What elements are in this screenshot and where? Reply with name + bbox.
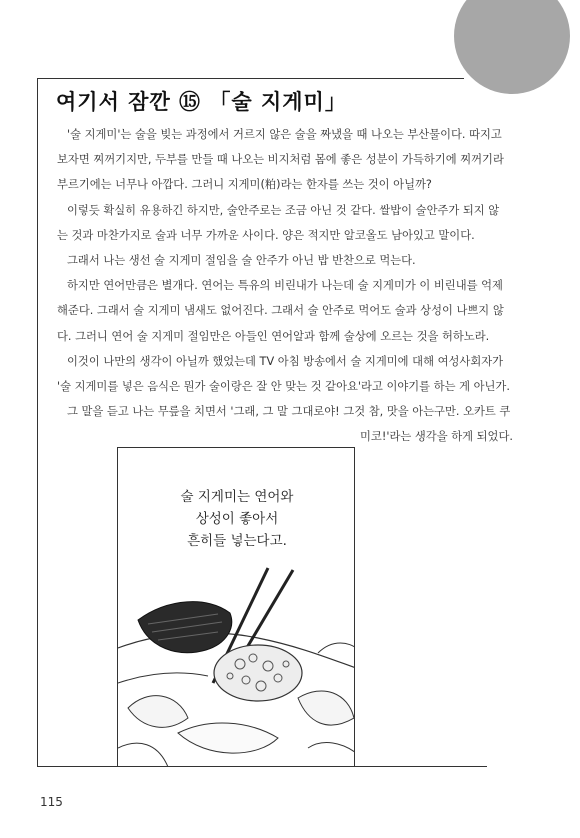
body-line: 미코!'라는 생각을 하게 되었다.	[360, 430, 513, 444]
frame-bottom-rule	[37, 766, 487, 767]
body-line: 이것이 나만의 생각이 아닐까 했었는데 TV 아침 방송에서 술 지게미에 대해 여성사회자가	[67, 354, 504, 368]
body-line: 는 것과 마찬가지로 술과 너무 가까운 사이다. 양은 적지만 알코올도 남아있고 말이다.	[57, 228, 475, 242]
body-line: 다. 그러니 연어 술 지게미 절임만은 아들인 연어알과 함께 술상에 오르는 것을 허하노라.	[57, 329, 490, 343]
illustration-caption	[118, 486, 355, 552]
body-line: 그래서 나는 생선 술 지게미 절임을 술 안주가 아닌 밥 반찬으로 먹는다.	[67, 254, 416, 268]
body-line: 부르기에는 너무나 아깝다. 그러니 지게미(粕)라는 한자를 쓰는 것이 아닐까?	[57, 178, 432, 192]
body-line: 해준다. 그래서 술 지게미 냄새도 없어진다. 그래서 술 안주로 먹어도 술과 상성이 나쁘지 않	[57, 304, 504, 318]
frame-top-rule	[37, 78, 464, 79]
body-line: '술 지게미'는 술을 빚는 과정에서 거르지 않은 술을 짜냈을 때 나오는 부산물이다. 따지고	[67, 128, 502, 141]
manga-illustration	[117, 447, 355, 766]
page-number: 115	[40, 795, 63, 809]
caption-line: 상성이 좋아서	[195, 511, 279, 527]
body-line: 보자면 찌꺼기지만, 두부를 만들 때 나오는 비지처럼 몸에 좋은 성분이 가득하기에 찌꺼기라	[57, 153, 504, 167]
body-line: 하지만 연어만큼은 별개다. 연어는 특유의 비린내가 나는데 술 지게미가 이 비린내를 억제	[67, 279, 503, 293]
caption-line: 흔히들 넣는다고.	[187, 533, 287, 549]
body-text	[57, 122, 529, 450]
body-line: 그 말을 듣고 나는 무릎을 치면서 '그래, 그 말 그대로야! 그것 참, 맛을 아는구만. 오카트 쿠	[67, 405, 511, 419]
caption-line: 술 지게미는 연어와	[180, 489, 294, 505]
frame-left-rule	[37, 78, 38, 766]
body-line: '술 지게미를 넣은 음식은 뭔가 술이랑은 잘 안 맞는 것 같아요'라고 이야기를 하는 게 아닌가.	[57, 380, 510, 394]
body-line: 이렇듯 확실히 유용하긴 하지만, 술안주로는 조금 아닌 것 같다. 쌀밥이 술안주가 되지 않	[67, 203, 500, 217]
section-title: 여기서 잠깐 ⑮ 「술 지게미」	[56, 90, 347, 114]
corner-tab-decoration	[454, 0, 570, 94]
